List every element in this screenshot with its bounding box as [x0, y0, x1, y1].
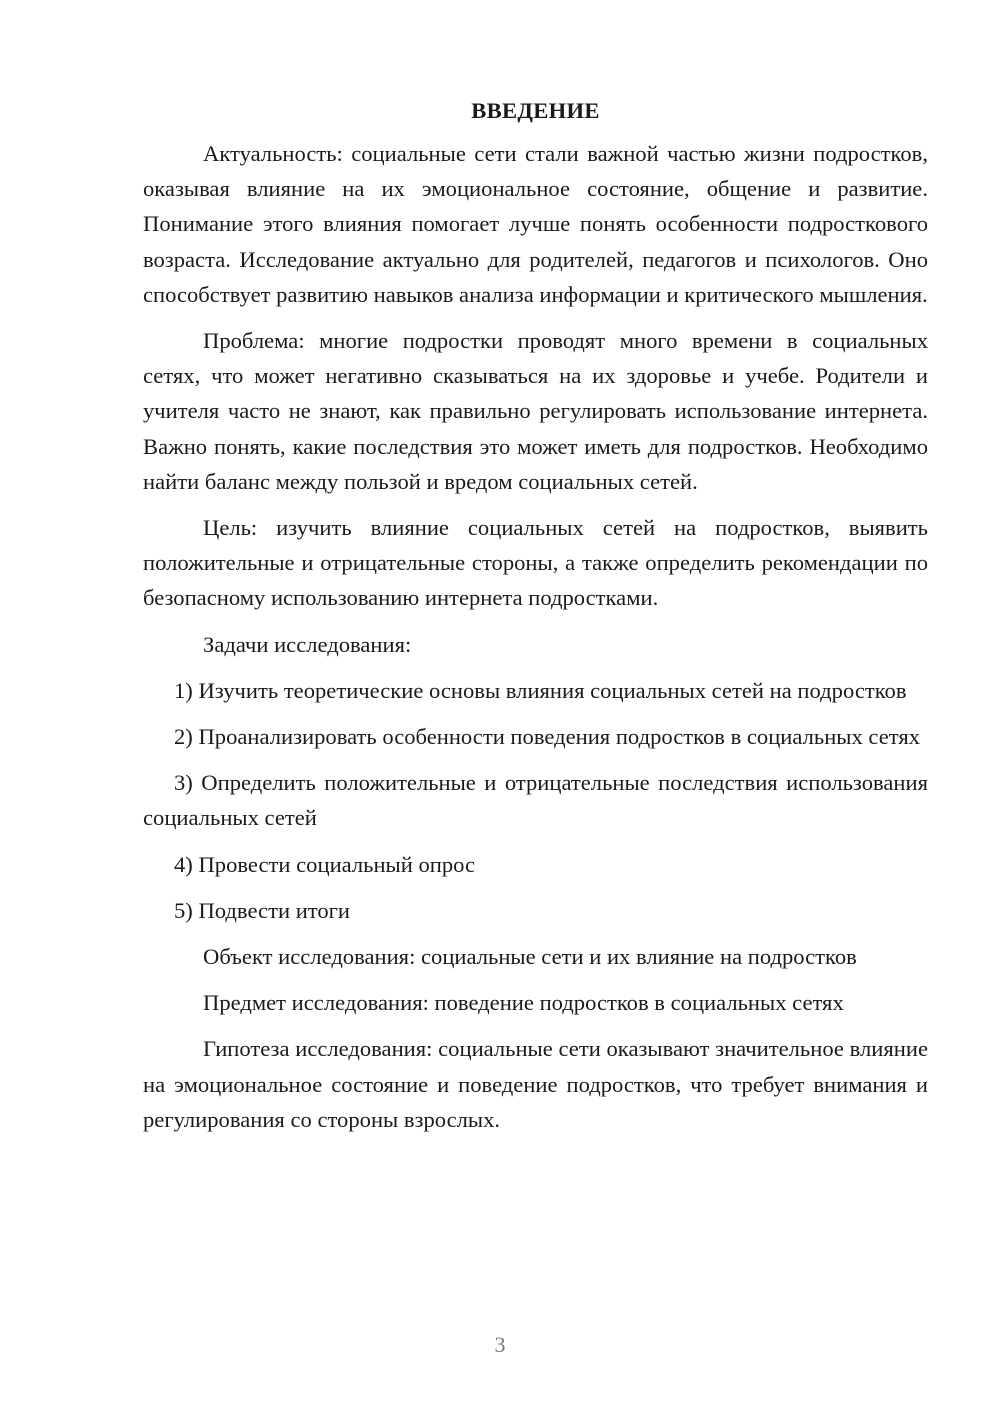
tasks-heading: Задачи исследования: [203, 631, 412, 657]
task-item-3: 3) Определить положительные и отрицательные последствия использования социальных сетей [143, 770, 928, 831]
subject-paragraph: Предмет исследования: поведение подростков в социальных сетях [203, 990, 844, 1016]
page-title: ВВЕДЕНИЕ [471, 98, 600, 123]
task-item-1: 1) Изучить теоретические основы влияния социальных сетей на подростков [174, 677, 907, 703]
task-item-2: 2) Проанализировать особенности поведения подростков в социальных сетях [174, 724, 921, 750]
page-number: 3 [494, 1332, 506, 1357]
object-paragraph: Объект исследования: социальные сети и их влияние на подростков [203, 944, 857, 970]
task-item-5: 5) Подвести итоги [174, 897, 351, 923]
task-item-4: 4) Провести социальный опрос [174, 851, 476, 877]
goal-paragraph: Цель: изучить влияние социальных сетей на подростков, выявить положительные и отрицательные стороны, а также определить рекомендации по безопасному использованию интернета подростками. [143, 515, 928, 611]
relevance-paragraph: Актуальность: социальные сети стали важной частью жизни подростков, оказывая влияние на их эмоциональное состояние, общение и развитие. Понимание этого влияния помогает лучше понять особенности подросткового возраста. Исследование актуально для родителей, педагогов и психологов. Оно способствует развитию навыков анализа информации и критического мышления. [143, 141, 928, 307]
problem-paragraph: Проблема: многие подростки проводят много времени в социальных сетях, что может негативно сказываться на их здоровье и учебе. Родители и учителя часто не знают, как правильно регулировать использование интернета. Важно понять, какие последствия это может иметь для подростков. Необходимо найти баланс между пользой и вредом социальных сетей. [143, 328, 928, 494]
hypothesis-paragraph: Гипотеза исследования: социальные сети оказывают значительное влияние на эмоциональное состояние и поведение подростков, что требует внимания и регулирования со стороны взрослых. [143, 1036, 928, 1132]
page-content [143, 92, 928, 1137]
